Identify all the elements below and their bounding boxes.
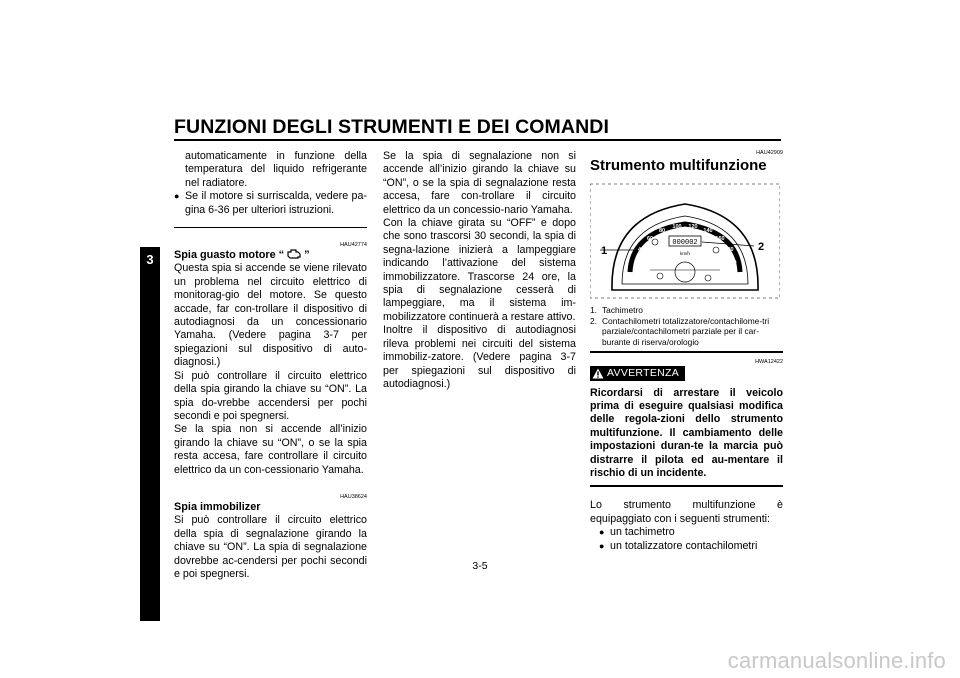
dial-number: 20: [634, 260, 642, 266]
dial-number: 60: [646, 236, 654, 242]
warning-label-text: AVVERTENZA: [607, 367, 680, 379]
bullet-item: [590, 540, 783, 553]
speed-unit: km/h: [680, 251, 690, 256]
bullet-text: un tachimetro: [610, 526, 675, 539]
paragraph: Con la chiave girata su “OFF” e dopo che sono trascorsi 30 secondi, la spia di segna-lazione inizierà a lampeggiare indicando l’attivazione del sistema immobilizzatore. Trascorse 24 ore, la spia di segnalazione cesserà di lampeggiare, ma il sistema im-mobilizzatore continuerà a restare attivo.: [383, 217, 576, 323]
section-heading-immobilizer: Spia immobilizer: [174, 500, 261, 513]
dial-number: 120: [688, 224, 698, 230]
column-2: [383, 150, 576, 391]
paragraph: Questa spia si accende se viene rilevato un problema nel circuito elettrico di monitorag-gio del motore. Se questo accade, far con-trollare il dispositivo di autodiagnosi da un concessionario Yamaha. (Vedere pagina 3-7 per spiegazioni sul dispositivo di auto-diagnosi.): [174, 262, 367, 369]
paragraph: Se la spia non si accende all’inizio girando la chiave su “ON”, o se la spia resta accesa, fare controllare il circuito elettrico da un con-cessionario Yamaha.: [174, 423, 367, 476]
bullet-icon: ●: [599, 527, 605, 538]
continued-bullet: [174, 150, 367, 190]
paragraph: Inoltre il dispositivo di autodiagnosi rileva problemi nei circuiti del sistema immobiliz-zatore. (Vedere pagina 3-7 per spiegazioni sul dispositivo di autodiagnosi.): [383, 324, 576, 390]
callout-2: 2: [757, 241, 765, 253]
bullet-text: un totalizzatore contachilometri: [610, 539, 758, 552]
section-divider: [590, 351, 783, 353]
figure-captions: [590, 305, 783, 347]
caption-item: 2. Contachilometri totalizzatore/contachilome-tri parziale/contachilometri parziale per il car-burante di riserva/orologio: [590, 315, 770, 347]
dial-number: 40: [637, 247, 645, 253]
watermark-link[interactable]: carmanualsonline.info: [727, 648, 946, 673]
dial-number: 100: [672, 224, 682, 230]
paragraph: Se la spia di segnalazione non si accende all’inizio girando la chiave su “ON”, o se la spia di segnalazione resta accesa, fare con-trollare il circuito elettrico da un concessio-nario Yamaha.: [383, 150, 576, 216]
section-divider: [590, 485, 783, 487]
section-heading-engine-light: Spia guasto motore “ ”: [174, 249, 310, 262]
section-title: Strumento multifunzione: [590, 157, 767, 174]
page-header-title: FUNZIONI DEGLI STRUMENTI E DEI COMANDI: [174, 116, 609, 138]
paragraph: Si può controllare il circuito elettrico della spia girando la chiave su “ON”. La spia do-vrebbe accendersi per pochi secondi e poi spegnersi.: [174, 369, 367, 422]
continued-text: automaticamente in funzione della temperatura del liquido refrigerante nel radiatore.: [185, 150, 367, 189]
odometer-value: 000002: [672, 239, 698, 247]
page-number: 3-5: [472, 560, 488, 572]
dial-number: 160: [715, 236, 725, 242]
callout-1: 1: [600, 245, 608, 257]
bullet-item: [174, 190, 367, 217]
warning-triangle-icon: [592, 368, 604, 379]
bullet-icon: ●: [174, 191, 180, 202]
dial-number: 180: [724, 247, 734, 253]
reference-code: HWA12422: [755, 359, 783, 365]
bullet-text: Se il motore si surriscalda, vedere pa-gina 6-36 per ulteriori istruzioni.: [185, 190, 367, 216]
reference-code: HAU38624: [340, 493, 367, 500]
dial-number: 140: [703, 228, 713, 234]
dial-number: 200: [727, 260, 737, 266]
paragraph: Lo strumento multifunzione è equipaggiato con i seguenti strumenti:: [590, 499, 783, 525]
reference-code: HAU42774: [340, 242, 367, 249]
engine-icon: [286, 249, 302, 259]
column-1: [174, 150, 367, 581]
paragraph: Si può controllare il circuito elettrico della spia di segnalazione girando la chiave su “ON”. La spia di segnalazione dovrebbe ac-cendersi per pochi secondi e poi spegnersi.: [174, 514, 367, 580]
chapter-number: 3: [146, 252, 154, 267]
caption-item: 1. Tachimetro: [590, 305, 643, 315]
section-divider: [174, 227, 367, 228]
bullet-item: [590, 526, 783, 539]
warning-label: [590, 366, 685, 381]
dial-number: 80: [658, 228, 666, 234]
warning-text: Ricordarsi di arrestare il veicolo prima di eseguire qualsiasi modifica delle regola-zioni dello strumento multifunzione. Il cambiamento delle impostazioni duran-te la marcia può distrarre il pilota ed au-mentare il rischio di un incidente.: [590, 386, 783, 480]
reference-code: HAU42909: [756, 150, 783, 156]
column-3: [590, 150, 783, 553]
bullet-icon: ●: [599, 540, 605, 551]
instrument-cluster-figure: [590, 180, 780, 302]
header-rule: [174, 139, 781, 141]
